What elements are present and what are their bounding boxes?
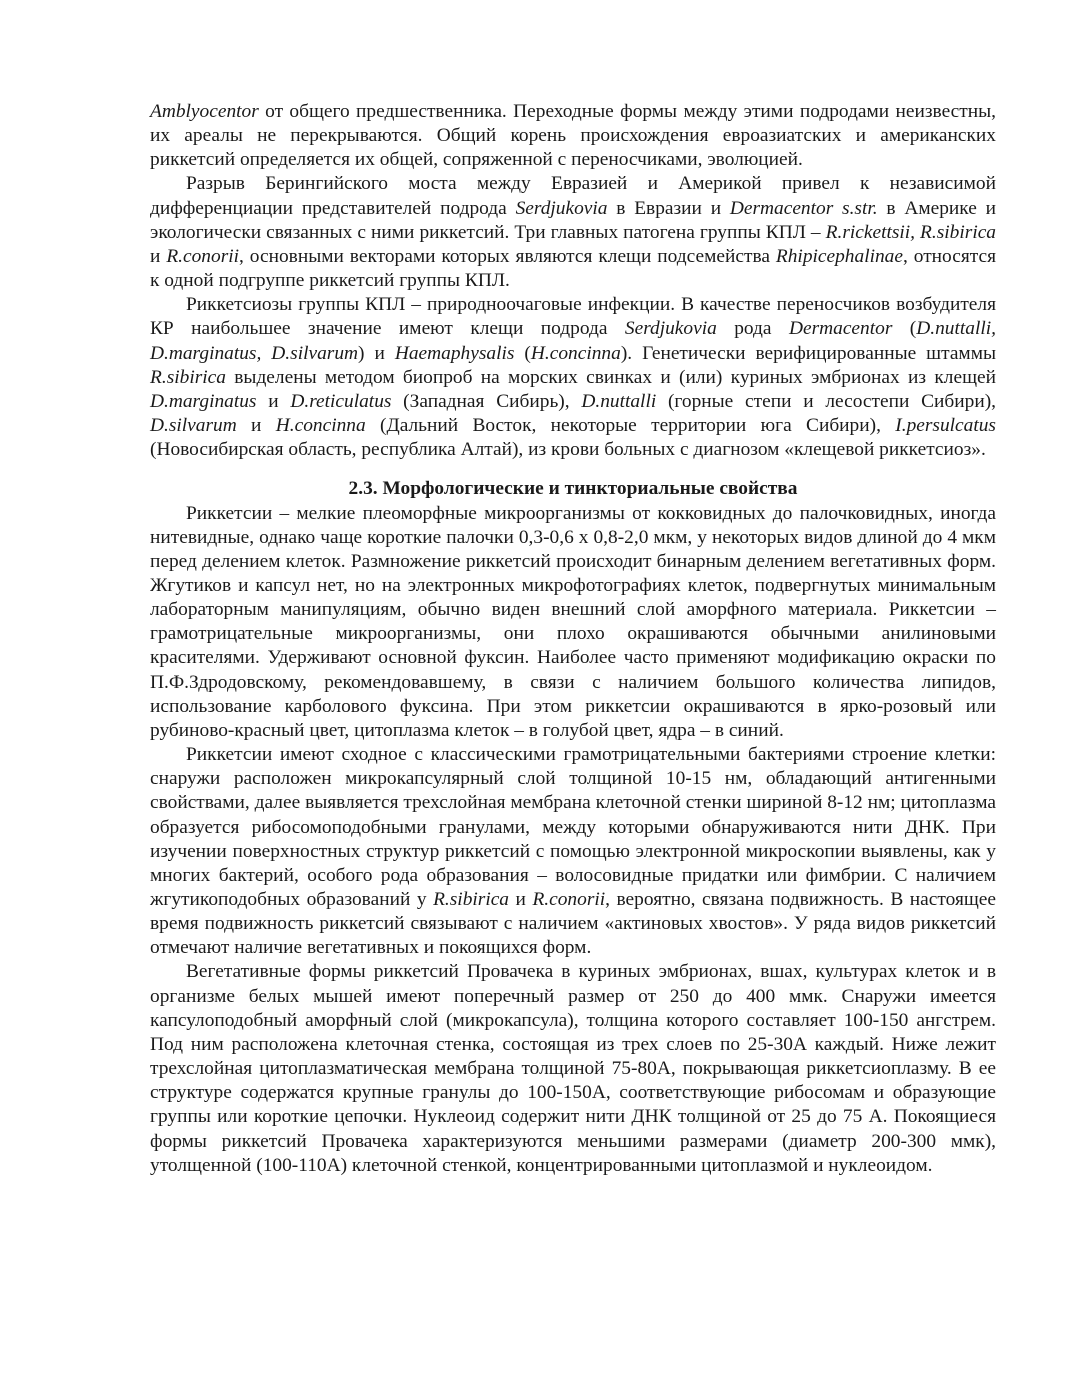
text-run: Риккетсии – мелкие плеоморфные микроорганизмы от кокковидных до палочковидных, иногда нитевидные, однако чаще короткие палочки 0,3-0,6 х 0,8-2,0 мкм, у некоторых видов длиной до 4 мкм перед делением клеток. Размножение риккетсий происходит бинарным делением вегетативных форм. Жгутиков и капсул нет, но на электронных микрофотографиях клеток, подвергнутых минимальным лабораторным манипуляциям, обычно виден внешний слой аморфного материала. Риккетсии – грамотрицательные микроорганизмы, они плохо окрашиваются обычными анилиновыми красителями. Удерживают основной фуксин. Наиболее часто применяют модификацию окраски по П.Ф.Здродовскому, рекомендовавшему, в связи с наличием большого количества липидов, использование карболового фуксина. При этом риккетсии окрашиваются в ярко-розовый или рубиново-красный цвет, цитоплазма клеток – в голубой цвет, ядра – в синий. [150, 502, 996, 741]
italic-term: I.persulcatus [895, 415, 996, 437]
text-run: , относятся к одной подгруппе риккетсий группы КПЛ. [150, 245, 996, 292]
text-run: выделены методом биопроб на морских свинках и (или) куриных эмбрионах из клещей [225, 366, 996, 388]
italic-term: Serdjukovia [515, 197, 608, 219]
paragraph-cell-structure [150, 743, 996, 960]
text-run: и [150, 245, 167, 267]
document-page [150, 100, 996, 1178]
text-run: , вероятно, связана подвижность. В настоящее время подвижность риккетсий связывают с наличием «актиновых хвостов». У ряда видов риккетсий отмечают наличие вегетативных и покоящихся форм. [150, 889, 997, 959]
paragraph-prowazek-forms [150, 960, 996, 1177]
italic-term: Dermacentor [788, 318, 893, 340]
intro-section [150, 100, 996, 462]
text-run: ) и [358, 342, 395, 364]
italic-term: D.silvarum [150, 415, 237, 437]
text-run: Риккетсиозы группы КПЛ – природноочаговые инфекции. В качестве переносчиков возбудителя КР наибольшее значение имеют клещи подрода [150, 294, 996, 340]
text-run: от общего предшественника. Переходные формы между этими подродами неизвестны, их ареалы не перекрываются. Общий корень происхождения евроазиатских и американских риккетсий определяется их общей, сопряженной с переносчиками, эволюцией. [150, 101, 996, 171]
text-run: и [509, 889, 533, 910]
text-run: и [236, 415, 276, 437]
paragraph-natural-foci [150, 293, 996, 462]
italic-term: R.sibirica [150, 366, 226, 388]
text-run: , основными векторами которых являются клещи подсемейства [239, 245, 776, 267]
text-run: в Америке и экологически связанных с ними риккетсий. Три главных патогена группы КПЛ – [150, 197, 996, 243]
italic-term: D.marginatus [150, 390, 257, 412]
text-run: (Дальний Восток, некоторые территории юга Сибири), [365, 415, 896, 437]
italic-term: R.conorii [532, 889, 606, 910]
text-run: ). Генетически верифицированные штаммы [620, 342, 997, 364]
morphology-section [150, 502, 996, 1178]
text-run: Разрыв Берингийского моста между Евразией и Америкой привел к независимой дифференциации представителей подрода [150, 173, 996, 219]
italic-term: R.rickettsii, R.sibirica [825, 221, 997, 243]
text-run: в Евразии и [607, 197, 730, 219]
italic-term: H.concinna [530, 342, 621, 364]
text-run: ( [892, 318, 917, 340]
paragraph-continuation [150, 100, 996, 172]
italic-term: Rhipicephalinae [775, 245, 903, 267]
text-run: Риккетсии имеют сходное с классическими грамотрицательными бактериями строение клетки: снаружи расположен микрокапсулярный слой толщиной 10-15 нм, обладающий антигенными свойствами, далее выявляется трехслойная мембрана клеточной стенки шириной 8-12 нм; цитоплазма образуется рибосомоподобными гранулами, между которыми обнаруживаются нити ДНК. При изучении поверхностных структур риккетсий с помощью электронной микроскопии выявлены, как у многих бактерий, особого рода образования – волосовидные придатки или фимбрии. С наличием жгутикоподобных образований у [150, 744, 996, 910]
italic-term: D.nuttalli [581, 390, 657, 412]
text-run: (Западная Сибирь), [391, 390, 582, 412]
paragraph-morphology [150, 502, 996, 744]
italic-term: H.concinna [275, 415, 366, 437]
text-run: ( [514, 342, 531, 364]
italic-term: R.conorii [166, 245, 240, 267]
italic-term: Serdjukovia [624, 318, 717, 340]
section-heading: 2.3. Морфологические и тинкториальные свойства [348, 478, 798, 500]
text-run: и [256, 390, 291, 412]
text-run: рода [716, 318, 789, 340]
italic-term: Amblyocentor [150, 101, 259, 122]
text-run: (Новосибирская область, республика Алтай), из крови больных с диагнозом «клещевой риккетсиоз». [150, 439, 986, 461]
text-run: (горные степи и лесостепи Сибири), [656, 390, 997, 412]
italic-term: Haemaphysalis [394, 342, 515, 364]
text-run: Вегетативные формы риккетсий Провачека в куриных эмбрионах, вшах, культурах клеток и в организме белых мышей имеют поперечный размер от 250 до 400 ммк. Снаружи имеется капсулоподобный аморфный слой (микрокапсула), толщина которого составляет 100-150 ангстрем. Под ним расположена клеточная стенка, состоящая из трех слоев по 25-30А каждый. Ниже лежит трехслойная цитоплазматическая мембрана толщиной 75-80А, покрывающая риккетсиоплазму. В ее структуре содержатся крупные гранулы до 100-150А, соответствующие рибосомам и образующие группы или короткие цепочки. Нуклеоид содержит нити ДНК толщиной от 25 до 75 А. Покоящиеся формы риккетсий Провачека характеризуются меньшими размерами (диаметр 200-300 ммк), утолщенной (100-110А) клеточной стенкой, концентрированными цитоплазмой и нуклеоидом. [150, 961, 996, 1176]
italic-term: D.nuttalli, D.marginatus, D.silvarum [150, 318, 996, 364]
italic-term: D.reticulatus [290, 390, 392, 412]
italic-term: Dermacentor s.str. [729, 197, 878, 219]
paragraph-bering [150, 172, 996, 293]
italic-term: R.sibirica [433, 889, 510, 910]
